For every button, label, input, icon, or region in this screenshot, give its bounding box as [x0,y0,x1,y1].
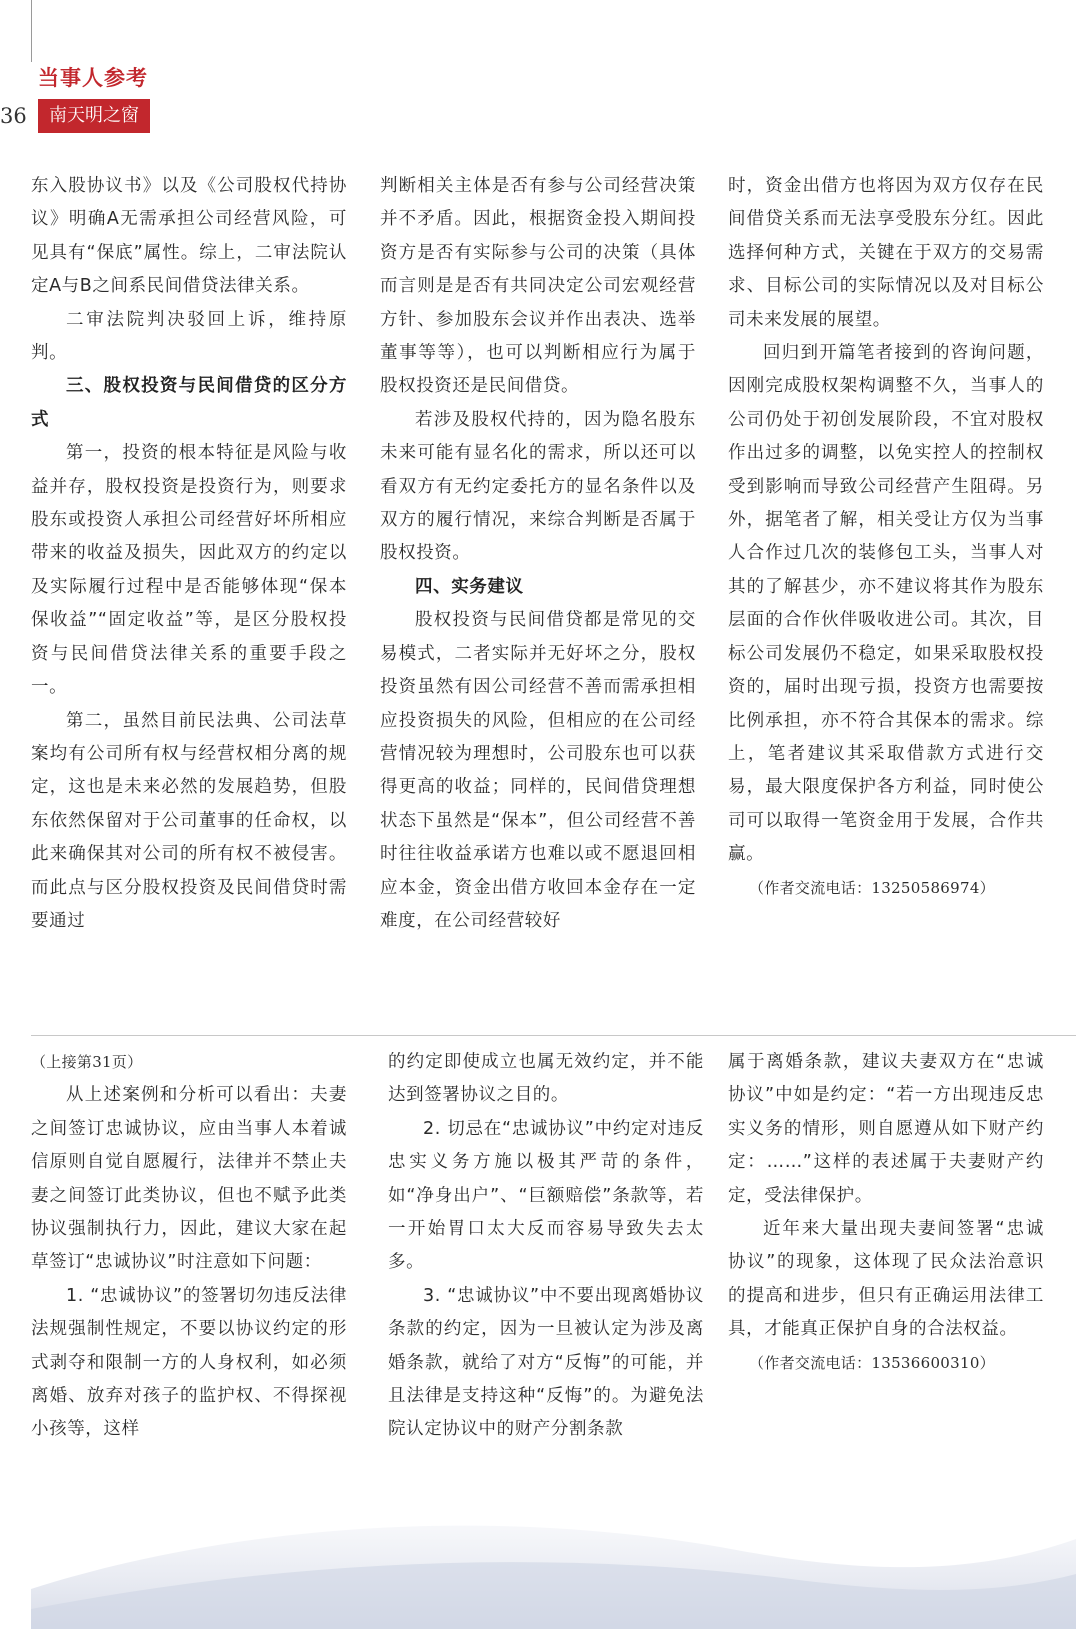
paragraph: 东入股协议书》以及《公司股权代持协议》明确A无需承担公司经营风险，可见具有“保底”属性。综上，二审法院认定A与B之间系民间借贷法律关系。 [31,176,347,297]
paragraph: 时，资金出借方也将因为双方仅存在民间借贷关系而无法享受股东分红。因此选择何种方式，关键在于双方的交易需求、目标公司的实际情况以及对目标公司未来发展的展望。 [728,176,1044,330]
section-heading: 四、实务建议 [415,576,524,597]
continuation-note: （上接第31页） [31,1053,143,1071]
paragraph: 二审法院判决驳回上诉，维持原判。 [31,309,347,364]
paragraph: 3. “忠诚协议”中不要出现离婚协议条款的约定，因为一旦被认定为涉及离婚条款，就给了对方“反悔”的可能，并且法律是支持这种“反悔”的。为避免法院认定协议中的财产分割条款 [388,1285,704,1440]
article1-column-1 [31,170,347,938]
section-divider [31,1035,1076,1036]
article2-column-3 [728,1046,1044,1380]
header-rule [31,0,32,62]
article1-column-3 [728,170,1044,905]
article1-column-2 [380,170,696,938]
paragraph: 回归到开篇笔者接到的咨询问题，因刚完成股权架构调整不久，当事人的公司仍处于初创发展阶段，不宜对股权作出过多的调整，以免实控人的控制权受到影响而导致公司经营产生阻碍。另外，据笔者了解，相关受让方仅为当事人合作过几次的装修包工头，当事人对其的了解甚少，亦不建议将其作为股东层面的合作伙伴吸收进公司。其次，目标公司发展仍不稳定，如果采取股权投资的，届时出现亏损，投资方也需要按比例承担，亦不符合其保本的需求。综上，笔者建议其采取借款方式进行交易，最大限度保护各方利益，同时使公司可以取得一笔资金用于发展，合作共赢。 [728,343,1044,865]
paragraph: 2. 切忌在“忠诚协议”中约定对违反忠实义务方施以极其严苛的条件，如“净身出户”、“巨额赔偿”条款等，若一开始胃口太大反而容易导致失去太多。 [388,1118,704,1273]
paragraph: 判断相关主体是否有参与公司经营决策并不矛盾。因此，根据资金投入期间投资方是否有实际参与公司的决策（具体而言则是是否有共同决定公司宏观经营方针、参加股东会议并作出表决、选举董事等等），也可以判断相应行为属于股权投资还是民间借贷。 [380,176,696,397]
page-number: 36 [0,104,27,128]
paragraph: 股权投资与民间借贷都是常见的交易模式，二者实际并无好坏之分，股权投资虽然有因公司经营不善而需承担相应投资损失的风险，但相应的在公司经营情况较为理想时，公司股东也可以获得更高的收益；同样的，民间借贷理想状态下虽然是“保本”，但公司经营不善时往往收益承诺方也难以或不愿退回相应本金，资金出借方收回本金存在一定难度，在公司经营较好 [380,610,696,931]
paragraph: 第二，虽然目前民法典、公司法草案均有公司所有权与经营权相分离的规定，这也是未来必然的发展趋势，但股东依然保留对于公司董事的任命权，以此来确保其对公司的所有权不被侵害。而此点与区分股权投资及民间借贷时需要通过 [31,710,347,931]
article2-column-2 [388,1046,704,1447]
section-heading: 三、股权投资与民间借贷的区分方式 [31,376,347,430]
paragraph: 近年来大量出现夫妻间签署“忠诚协议”的现象，这体现了民众法治意识的提高和进步，但只有正确运用法律工具，才能真正保护自身的合法权益。 [728,1219,1044,1340]
brand-label: 南天明之窗 [38,99,150,133]
decorative-wave-background [31,1479,1076,1629]
author-contact: （作者交流电话：13536600310） [749,1353,995,1372]
article2-column-1 [31,1046,347,1447]
author-contact: （作者交流电话：13250586974） [749,878,995,897]
paragraph: 属于离婚条款，建议夫妻双方在“忠诚协议”中如是约定：“若一方出现违反忠实义务的情形，则自愿遵从如下财产约定：……”这样的表述属于夫妻财产约定，受法律保护。 [728,1052,1044,1206]
paragraph: 从上述案例和分析可以看出：夫妻之间签订忠诚协议，应由当事人本着诚信原则自觉自愿履行，法律并不禁止夫妻之间签订此类协议，但也不赋予此类协议强制执行力，因此，建议大家在起草签订“忠诚协议”时注意如下问题： [31,1085,347,1273]
paragraph: 1. “忠诚协议”的签署切勿违反法律法规强制性规定，不要以协议约定的形式剥夺和限制一方的人身权利，如必须离婚、放弃对孩子的监护权、不得探视小孩等，这样 [31,1285,347,1440]
section-title: 当事人参考 [38,66,148,90]
paragraph: 若涉及股权代持的，因为隐名股东未来可能有显名化的需求，所以还可以看双方有无约定委托方的显名条件以及双方的履行情况，来综合判断是否属于股权投资。 [380,409,696,564]
paragraph: 的约定即使成立也属无效约定，并不能达到签署协议之目的。 [388,1052,704,1106]
paragraph: 第一，投资的根本特征是风险与收益并存，股权投资是投资行为，则要求股东或投资人承担公司经营好坏所相应带来的收益及损失，因此双方的约定以及实际履行过程中是否能够体现“保本保收益”“固定收益”等，是区分股权投资与民间借贷法律关系的重要手段之一。 [31,443,347,698]
